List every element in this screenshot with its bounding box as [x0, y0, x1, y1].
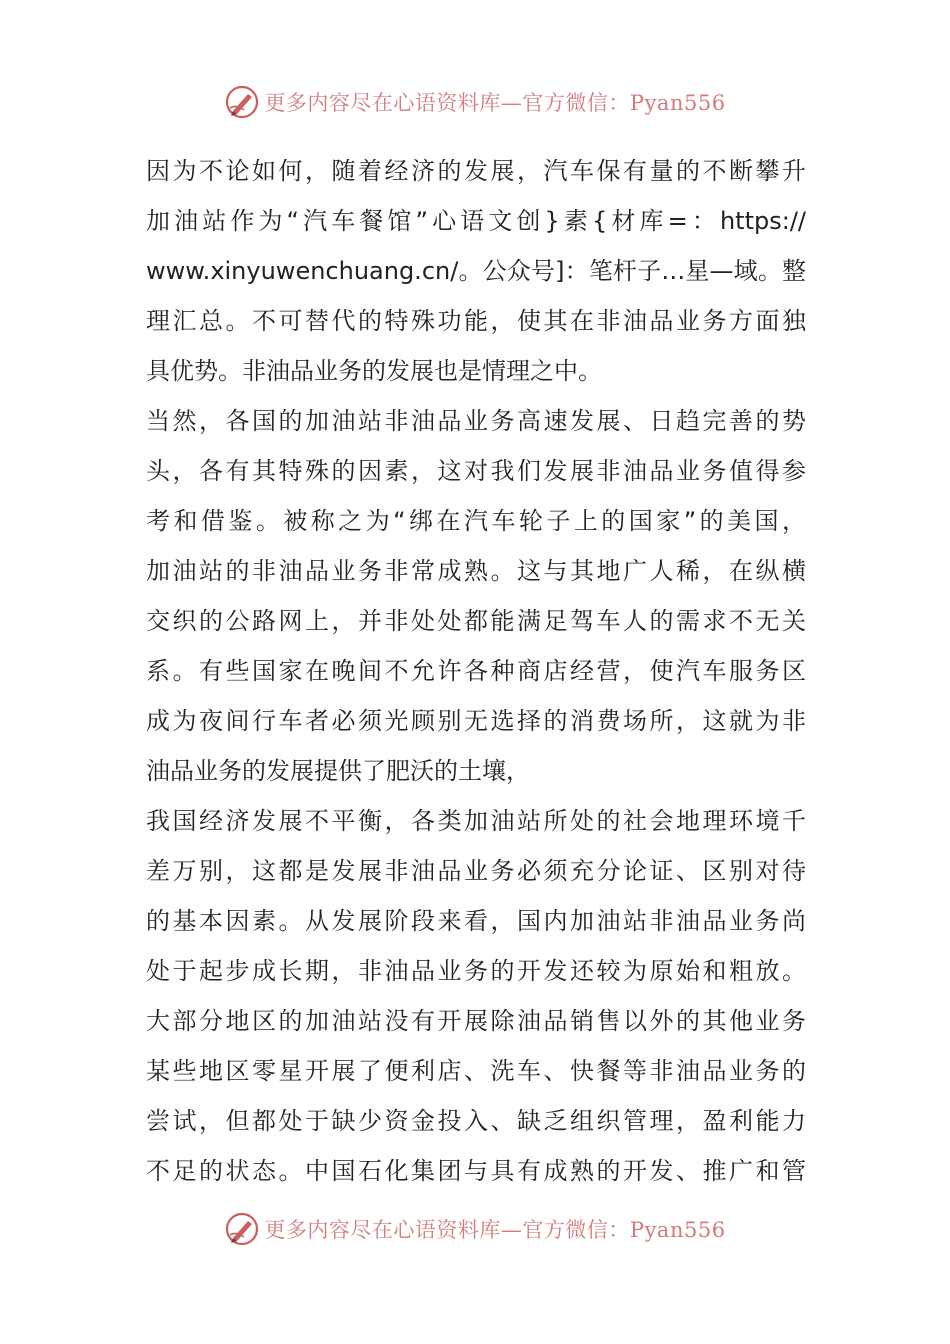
paragraph [146, 146, 806, 396]
text-line: 差万别，这都是发展非油品业务必须充分论证、区别对待 [146, 857, 806, 885]
pen-logo-icon [224, 1211, 260, 1247]
text-line: www.xinyuwenchuang.cn/。公众号]：笔杆子…星—域。整 [146, 257, 806, 285]
text-line: 我国经济发展不平衡，各类加油站所处的社会地理环境千 [146, 807, 806, 835]
text-line: 大部分地区的加油站没有开展除油品销售以外的其他业务 [146, 1007, 806, 1035]
text-line: 因为不论如何，随着经济的发展，汽车保有量的不断攀升 [146, 157, 806, 185]
paragraph [146, 796, 806, 1196]
text-line: 交织的公路网上，并非处处都能满足驾车人的需求不无关 [146, 607, 806, 635]
text-line: 加油站的非油品业务非常成熟。这与其地广人稀，在纵横 [146, 557, 806, 585]
text-line: 具优势。非油品业务的发展也是情理之中。 [146, 357, 602, 385]
text-line: 尝试，但都处于缺少资金投入、缺乏组织管理，盈利能力 [146, 1107, 806, 1135]
text-line: 头，各有其特殊的因素，这对我们发展非油品业务值得参 [146, 457, 806, 485]
text-line: 处于起步成长期，非油品业务的开发还较为原始和粗放。 [146, 957, 806, 985]
header-banner [0, 82, 950, 122]
footer-banner [0, 1209, 950, 1249]
paragraph [146, 396, 806, 796]
text-line: 某些地区零星开展了便利店、洗车、快餐等非油品业务的 [146, 1057, 806, 1085]
text-line: 当然，各国的加油站非油品业务高速发展、日趋完善的势 [146, 407, 806, 435]
text-line: 理汇总。不可替代的特殊功能，使其在非油品业务方面独 [146, 307, 806, 335]
banner-text: 更多内容尽在心语资料库—官方微信：Pyan556 [264, 91, 726, 115]
text-line: 考和借鉴。被称之为“绑在汽车轮子上的国家”的美国， [146, 507, 806, 535]
text-line: 成为夜间行车者必须光顾别无选择的消费场所，这就为非 [146, 707, 806, 735]
text-line: 加油站作为“汽车餐馆”心语文创}素{材库=：https:// [146, 207, 806, 235]
text-line: 的基本因素。从发展阶段来看，国内加油站非油品业务尚 [146, 907, 806, 935]
text-line: 系。有些国家在晚间不允许各种商店经营，使汽车服务区 [146, 657, 806, 685]
pen-logo-icon [224, 84, 260, 120]
text-line: 油品业务的发展提供了肥沃的土壤， [146, 757, 530, 785]
text-line: 不足的状态。中国石化集团与具有成熟的开发、推广和管 [146, 1157, 806, 1185]
document-body [146, 146, 806, 1196]
banner-text: 更多内容尽在心语资料库—官方微信：Pyan556 [264, 1218, 726, 1242]
